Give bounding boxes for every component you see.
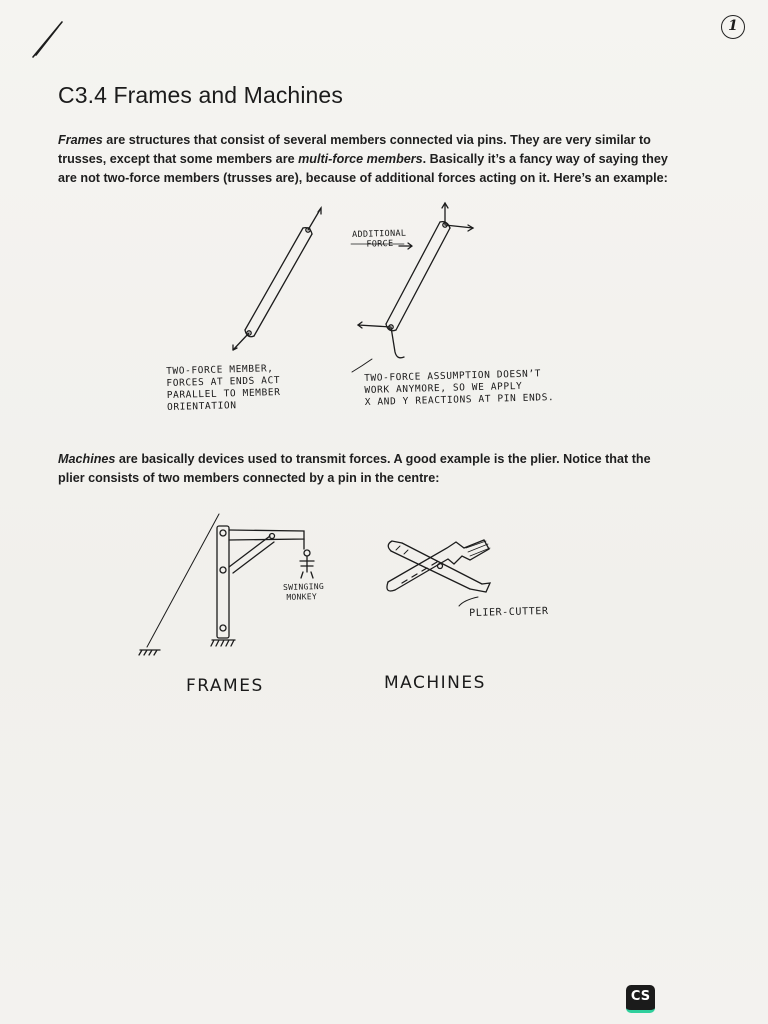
frames-term: Frames — [58, 133, 103, 147]
swinging-monkey-line-1: SWINGING — [283, 581, 325, 592]
additional-force-label-line-1: ADDITIONAL — [352, 228, 407, 240]
machines-term: Machines — [58, 452, 116, 466]
section-title: C3.4 Frames and Machines — [58, 82, 343, 108]
caption-right-line-1: TWO-FORCE ASSUMPTION DOESN’T — [364, 368, 542, 384]
frames-label: FRAMES — [186, 676, 264, 696]
caption-left-line-1: TWO-FORCE MEMBER, — [166, 363, 274, 377]
plier-cutter-label: PLIER-CUTTER — [469, 605, 549, 619]
multi-force-member-drawing — [351, 203, 473, 372]
two-force-member-caption — [166, 363, 281, 414]
additional-force-label-line-2: FORCE — [366, 238, 394, 250]
frames-text-1: are structures that consist of several members connected via pins. They are very similar to trusses, except that some members are — [58, 133, 651, 166]
pen-mark — [33, 22, 62, 57]
swinging-monkey-line-2: MONKEY — [286, 592, 318, 602]
two-force-member-drawing — [233, 208, 321, 350]
camscanner-logo: CS — [626, 985, 655, 1013]
machines-text: are basically devices used to transmit forces. A good example is the plier. Notice that the plier consists of two members connected by a pin in the centre: — [58, 452, 651, 485]
additional-force-label — [352, 229, 407, 250]
multi-force-caption — [364, 368, 554, 409]
machines-paragraph — [58, 450, 678, 488]
caption-right-line-2: WORK ANYMORE, SO WE APPLY — [364, 380, 523, 396]
plier-drawing — [387, 540, 490, 606]
caption-right-line-3: X AND Y REACTIONS AT PIN ENDS. — [364, 392, 555, 408]
caption-left-line-3: PARALLEL TO MEMBER — [166, 387, 281, 401]
swinging-monkey-label — [283, 582, 324, 603]
frames-text-2: . Basically it’s a fancy way of saying they are not two-force members (trusses are), because of additional forces acting on it. Here’s an example: — [58, 152, 668, 185]
caption-left-line-4: ORIENTATION — [166, 400, 237, 413]
multi-force-emphasis: multi-force members — [298, 152, 423, 166]
page-number: 1 — [721, 15, 745, 39]
machines-label: MACHINES — [384, 673, 486, 693]
caption-left-line-2: FORCES AT ENDS ACT — [166, 375, 281, 389]
